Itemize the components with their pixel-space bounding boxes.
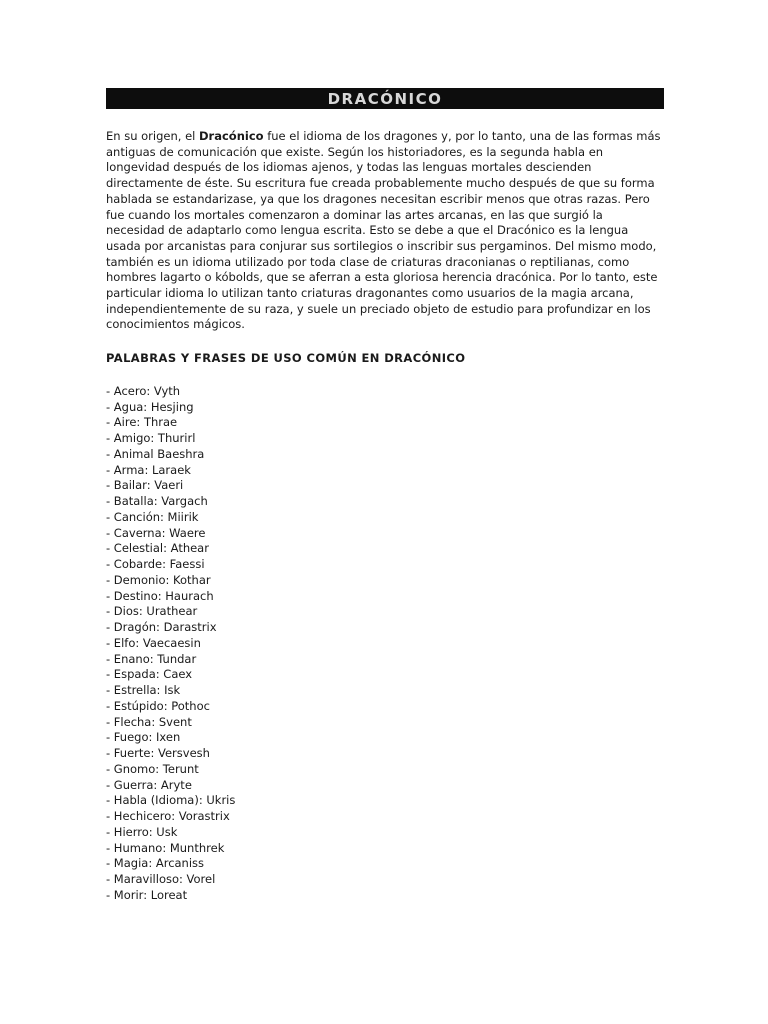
intro-paragraph	[106, 129, 664, 333]
page-title: DRACÓNICO	[327, 89, 443, 108]
title-banner	[106, 88, 664, 109]
vocabulary-item: - Aire: Thrae	[106, 415, 178, 430]
intro-text-after: fue el idioma de los dragones y, por lo tanto, una de las formas más antiguas de comunicación que existe. Según los historiadores, es la segunda habla en longevidad después de los idiomas ajenos, y todas las lenguas mortales descienden directamente de éste. Su escritura fue creada probablemente mucho después de que su forma hablada se estandarizase, ya que los dragones necesitan escribir menos que otras razas. Pero fue cuando los mortales comenzaron a dominar las artes arcanas, en las que surgió la necesidad de adaptarlo como lengua escrita. Esto se debe a que el Dracónico es la lengua usada por arcanistas para conjurar sus sortilegios o inscribir sus pergaminos. Del mismo modo, también es un idioma utilizado por toda clase de criaturas draconianas o reptilianas, como hombres lagarto o kóbolds, que se aferran a esta gloriosa herencia dracónica. Por lo tanto, este particular idioma lo utilizan tanto criaturas dragonantes como usuarios de la magia arcana, independientemente de su raza, y suele un preciado objeto de estudio para profundizar en los conocimientos mágicos.	[106, 129, 661, 332]
vocabulary-item: - Magia: Arcaniss	[106, 856, 205, 871]
vocabulary-item: - Hierro: Usk	[106, 824, 178, 839]
vocabulary-item: - Animal Baeshra	[106, 446, 205, 461]
section-heading: PALABRAS Y FRASES DE USO COMÚN EN DRACÓNICO	[106, 351, 466, 366]
vocabulary-item: - Destino: Haurach	[106, 588, 214, 603]
vocabulary-list	[106, 384, 664, 904]
vocabulary-item: - Amigo: Thurirl	[106, 431, 196, 446]
vocabulary-item: - Flecha: Svent	[106, 714, 192, 729]
intro-text-before: En su origen, el	[106, 129, 200, 143]
vocabulary-item: - Caverna: Waere	[106, 525, 206, 540]
vocabulary-item: - Elfo: Vaecaesin	[106, 635, 201, 650]
vocabulary-item: - Estrella: Isk	[106, 683, 181, 698]
vocabulary-item: - Maravilloso: Vorel	[106, 872, 216, 887]
vocabulary-item: - Arma: Laraek	[106, 462, 191, 477]
vocabulary-item: - Acero: Vyth	[106, 383, 181, 398]
intro-bold-term: Dracónico	[199, 129, 264, 143]
vocabulary-item: - Habla (Idioma): Ukris	[106, 793, 236, 808]
vocabulary-item: - Agua: Hesjing	[106, 399, 194, 414]
vocabulary-item: - Dragón: Darastrix	[106, 620, 217, 635]
vocabulary-item: - Humano: Munthrek	[106, 840, 225, 855]
vocabulary-item: - Espada: Caex	[106, 667, 193, 682]
vocabulary-item: - Bailar: Vaeri	[106, 478, 184, 493]
vocabulary-item: - Estúpido: Pothoc	[106, 698, 210, 713]
vocabulary-item: - Gnomo: Terunt	[106, 761, 199, 776]
vocabulary-item: - Guerra: Aryte	[106, 777, 192, 792]
vocabulary-item: - Canción: Miirik	[106, 509, 199, 524]
vocabulary-item: - Hechicero: Vorastrix	[106, 809, 230, 824]
vocabulary-item: - Batalla: Vargach	[106, 494, 208, 509]
vocabulary-item: - Enano: Tundar	[106, 651, 197, 666]
vocabulary-item: - Fuerte: Versvesh	[106, 746, 210, 761]
vocabulary-item: - Demonio: Kothar	[106, 572, 211, 587]
vocabulary-item: - Dios: Urathear	[106, 604, 198, 619]
vocabulary-item: - Cobarde: Faessi	[106, 557, 205, 572]
vocabulary-item: - Celestial: Athear	[106, 541, 209, 556]
document-page	[106, 88, 664, 904]
vocabulary-item: - Morir: Loreat	[106, 887, 188, 902]
vocabulary-item: - Fuego: Ixen	[106, 730, 181, 745]
